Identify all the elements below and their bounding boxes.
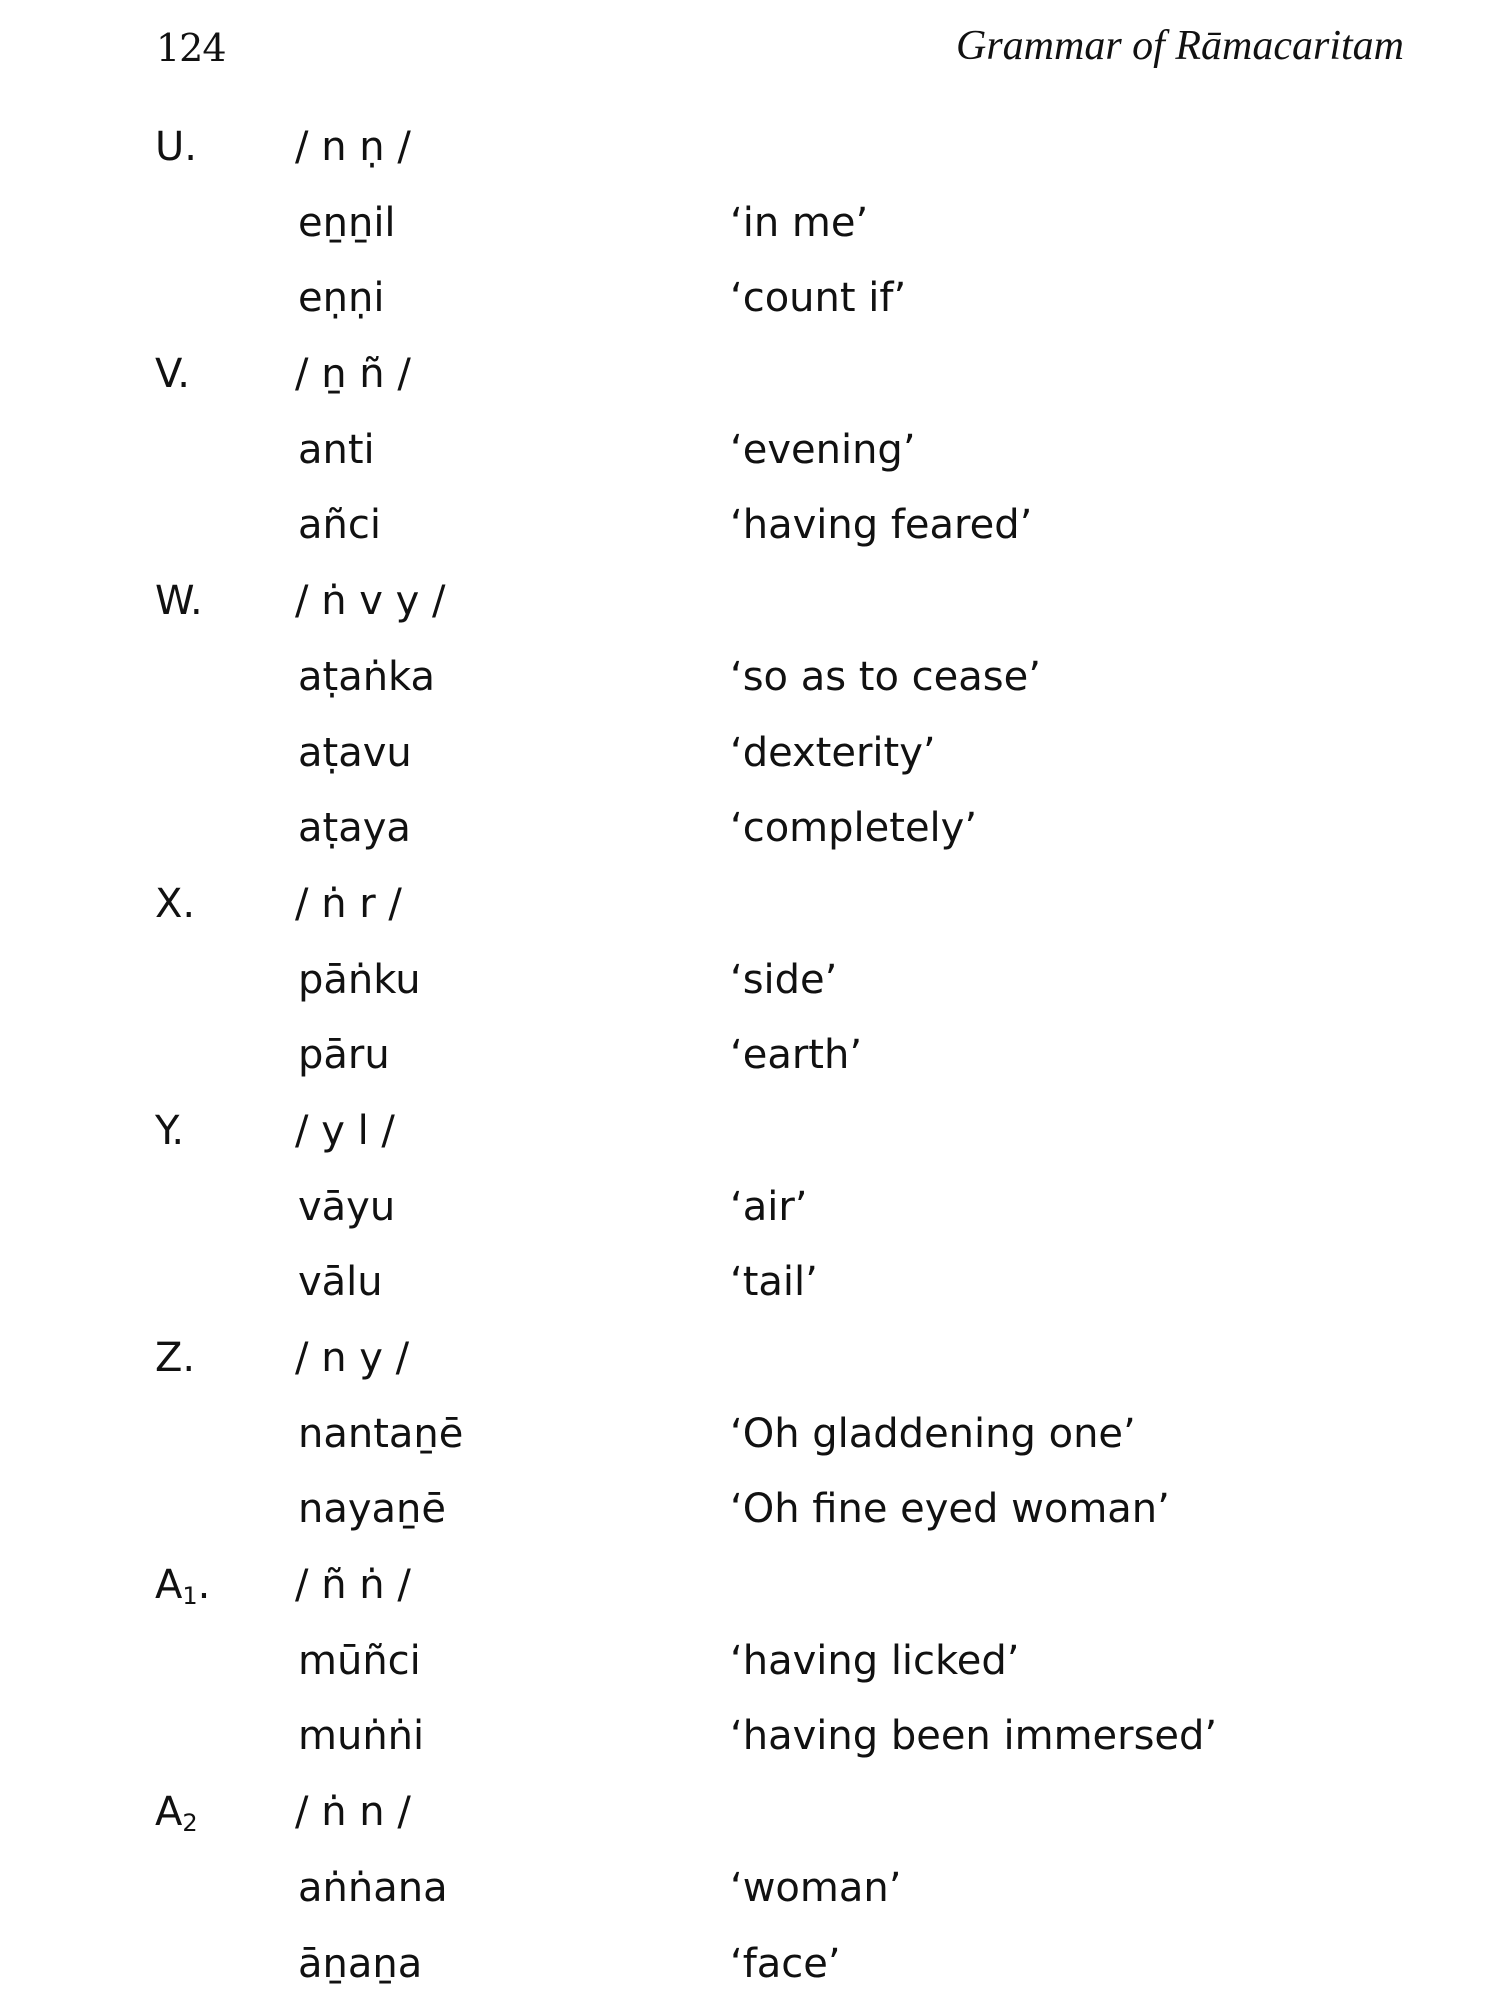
example-word: muṅṅi <box>298 1699 424 1775</box>
section-label <box>155 1548 210 1624</box>
example-row <box>0 943 1500 1019</box>
example-row <box>0 1927 1500 2002</box>
example-gloss: ‘in me’ <box>730 186 868 262</box>
section-label-base: A <box>155 1789 182 1835</box>
section-label: W. <box>155 564 203 640</box>
section-heading-w <box>0 564 1500 640</box>
example-gloss: ‘so as to cease’ <box>730 640 1041 716</box>
example-gloss: ‘evening’ <box>730 413 916 489</box>
example-word: añci <box>298 488 381 564</box>
example-row <box>0 1472 1500 1548</box>
phoneme-pair: / ñ ṅ / <box>295 1548 411 1624</box>
example-gloss: ‘count if’ <box>730 261 906 337</box>
section-heading-a2 <box>0 1775 1500 1851</box>
example-word: mūñci <box>298 1624 421 1700</box>
example-word: anti <box>298 413 375 489</box>
example-gloss: ‘dexterity’ <box>730 716 936 792</box>
section-label-subscript: 1 <box>182 1582 197 1610</box>
example-row <box>0 1245 1500 1321</box>
example-row <box>0 1018 1500 1094</box>
phoneme-pair: / ṅ v y / <box>295 564 446 640</box>
section-label-subscript: 2 <box>182 1809 197 1837</box>
running-title: Grammar of Rāmacaritam <box>956 22 1404 70</box>
example-gloss: ‘having been immersed’ <box>730 1699 1217 1775</box>
example-row <box>0 1397 1500 1473</box>
section-heading-z <box>0 1321 1500 1397</box>
example-word: āṉaṉa <box>298 1927 422 2002</box>
example-word: eṇṇi <box>298 261 384 337</box>
phoneme-pair: / y l / <box>295 1094 395 1170</box>
section-label: U. <box>155 110 197 186</box>
example-gloss: ‘having licked’ <box>730 1624 1020 1700</box>
section-label: X. <box>155 867 195 943</box>
section-label: V. <box>155 337 190 413</box>
example-row <box>0 261 1500 337</box>
example-row <box>0 186 1500 262</box>
example-word: pāru <box>298 1018 390 1094</box>
example-gloss: ‘woman’ <box>730 1851 901 1927</box>
minimal-pairs-list <box>0 110 1500 2002</box>
example-word: vāyu <box>298 1170 395 1246</box>
example-row <box>0 1851 1500 1927</box>
example-gloss: ‘earth’ <box>730 1018 862 1094</box>
section-label-base: A <box>155 1562 182 1608</box>
example-gloss: ‘completely’ <box>730 791 977 867</box>
example-word: nantaṉē <box>298 1397 463 1473</box>
section-heading-u <box>0 110 1500 186</box>
example-row <box>0 716 1500 792</box>
section-label-suffix: . <box>198 1562 211 1608</box>
page-header <box>0 22 1500 82</box>
example-word: aṭaṅka <box>298 640 435 716</box>
example-gloss: ‘air’ <box>730 1170 808 1246</box>
example-row <box>0 488 1500 564</box>
example-word: aṭavu <box>298 716 412 792</box>
section-heading-x <box>0 867 1500 943</box>
example-gloss: ‘tail’ <box>730 1245 818 1321</box>
section-heading-y <box>0 1094 1500 1170</box>
example-word: aṭaya <box>298 791 411 867</box>
example-word: nayaṉē <box>298 1472 446 1548</box>
section-heading-v <box>0 337 1500 413</box>
example-gloss: ‘Oh fine eyed woman’ <box>730 1472 1170 1548</box>
section-label: Z. <box>155 1321 195 1397</box>
example-gloss: ‘side’ <box>730 943 837 1019</box>
example-row <box>0 1699 1500 1775</box>
example-row <box>0 791 1500 867</box>
section-label: Y. <box>155 1094 184 1170</box>
page-number: 124 <box>156 26 226 70</box>
phoneme-pair: / ṅ n / <box>295 1775 411 1851</box>
example-word: pāṅku <box>298 943 421 1019</box>
example-gloss: ‘having feared’ <box>730 488 1032 564</box>
example-word: eṉṉil <box>298 186 396 262</box>
example-word: aṅṅana <box>298 1851 448 1927</box>
phoneme-pair: / ṅ r / <box>295 867 402 943</box>
section-label <box>155 1775 198 1851</box>
example-row <box>0 1624 1500 1700</box>
phoneme-pair: / n y / <box>295 1321 409 1397</box>
example-gloss: ‘Oh gladdening one’ <box>730 1397 1136 1473</box>
phoneme-pair: / n ṇ / <box>295 110 411 186</box>
example-gloss: ‘face’ <box>730 1927 841 2002</box>
example-word: vālu <box>298 1245 383 1321</box>
example-row <box>0 413 1500 489</box>
example-row <box>0 640 1500 716</box>
phoneme-pair: / ṉ ñ / <box>295 337 411 413</box>
example-row <box>0 1170 1500 1246</box>
section-heading-a1 <box>0 1548 1500 1624</box>
